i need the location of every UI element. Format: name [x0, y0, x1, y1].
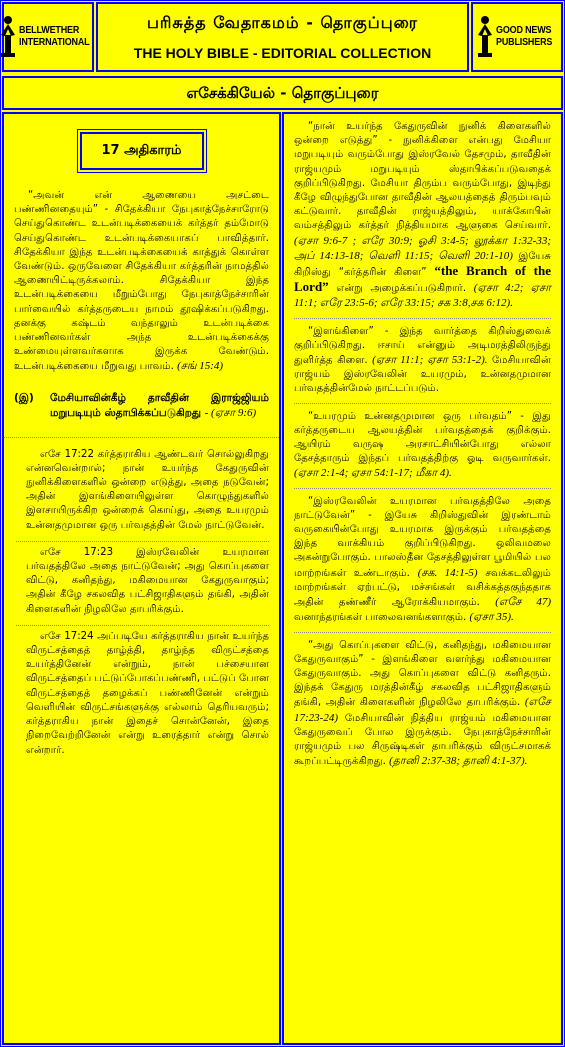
intro-text: “அவன் என் ஆணையை அசட்டை பண்ணினதையும்” - சிதேக்கியா நேபுகாத்நேச்சாரோடு செய்துகொண்ட உடன்படிக்கையைக் கர்த்தர் தம்மோடு செய்துகொண்ட உடன்படிக்கையாகப் பாவித்தார். சிதேக்கியா இந்த உடன்படிக்கையைக் காத்துக் கொள்ள வேண்டும். ஒருவேளை சிதேக்கியா கர்த்தரின் நாமத்தில் ஆணையிட்டிருக்கலாம். சிதேக்கியா இந்த உடன்படிக்கையை மீறும்போது நேபுகாத்நேச்சாரின் பார்வையில் கர்த்தருடைய நாமம் தூஷிக்கப்படுகிறது. தனக்கு கஷ்டம் வந்தாலும் உடன்படிக்கை பண்ணினவர்கள் அந்த உடன்படிக்கைக்கு உண்மையுள்ளவர்களாக இருக்க வேண்டும். உடன்படிக்கையை மீறுவது பாவம்.: [14, 190, 269, 373]
commentary-text: சவக்கடலிலும் மாற்றங்கள் ஏற்பட்டு, மச்சங்கள் வசிக்கத்தகுந்ததாக அதின் தண்ணீர் ஆரோக்கியமாகும்.: [294, 567, 551, 609]
intro-ref: (சங் 15:4): [177, 360, 224, 373]
verse-block: [16, 626, 269, 766]
commentary-paragraph: [294, 639, 551, 770]
scripture-ref: (ஏசா 11:1; ஏசா 53:1-2).: [372, 354, 488, 367]
page-header: [0, 0, 565, 75]
scripture-ref: (தானி 2:37-38; தானி 4:1-37).: [389, 755, 528, 768]
bell-figure-icon: [476, 15, 494, 59]
commentary-block: [294, 114, 551, 319]
scripture-ref: (சக. 14:1-5): [417, 566, 478, 579]
right-column: [282, 112, 563, 1045]
verse-block: [16, 542, 269, 626]
heading-number: (இ): [14, 391, 34, 404]
title-box: [96, 2, 469, 72]
english-title: THE HOLY BIBLE - EDITORIAL COLLECTION: [133, 45, 432, 61]
commentary-block: [294, 633, 551, 776]
tamil-title: பரிசுத்த வேதாகமம் - தொகுப்புரை: [146, 13, 419, 32]
commentary-text: மேசியாவின் ராஜ்யம் இஸ்ரவேலின் உயரமும், உன்னதமுமான பர்வதத்தின்மேல் நாட்டப்படும்.: [294, 355, 551, 395]
commentary-text: “உயரமும் உன்னதமுமான ஒரு பர்வதம்” - இது கர்த்தருடைய ஆலயத்தின் பர்வதத்தைக் குறிக்கும். ஆயிரம் வருஷ அரசாட்சியின்போது எல்லா தேசத்தாரும் இந்தப் பர்வதத்திற்கு ஓடி வருவார்கள்.: [294, 410, 551, 465]
good-news-logo: [471, 2, 563, 72]
intro-paragraph: [14, 189, 269, 375]
commentary-paragraph: [294, 325, 551, 397]
commentary-text: “இளங்கிளை” - இந்த வார்த்தை கிறிஸ்துவைக் குறிப்பிடுகிறது. ஈசாய் என்னும் அடிமரத்திலிருந்து துளிர்த்த கிளை.: [294, 325, 551, 367]
heading-ref: - (ஏசா 9:6): [204, 406, 257, 419]
commentary-text: “நான் உயர்ந்த கேதுருவின் நுனிக் கிளைகளில் ஒன்றை எடுத்து” - நுனிக்கிளை என்பது மேசியா மறுபடியும் வரும்போது இஸ்ரவேல் தேசமும், தாவீதின் ராஜ்யமும் மறுபடியும் ஸ்தாபிக்கப்படுவதைக் குறிப்பிடுகிறது. மேசியா திரும்ப வரும்போது, இடிந்து கீழே விழுந்துபோன தாவீதின் ஆலயத்தைத் திரும்பவும் கட்டுவார். தாவீதின் ராஜ்யத்திலும், யாக்கோபின் வம்சத்திலும் கர்த்தர் நித்தியமாக ஆளுகை செய்வார்.: [294, 121, 551, 232]
scripture-ref: (ஏசா 9:6-7 ; எரே 30:9; ஓசி 3:4-5; லூக்கா 1:32-33; அப் 14:13-18; வெளி 11:15; வெளி 20:1-10): [294, 234, 551, 262]
verse-text: எசே 17:24 அப்படியே கர்த்தராகிய நான் உயர்ந்த விருட்சத்தைத் தாழ்த்தி, தாழ்ந்த விருட்சத்தை உயர்த்தினேன் என்றும், நான் பச்சையான விருட்சத்தைப் பட்டுப்போகப்பண்ணி, பட்டுப் போன விருட்சத்தைத் தழைக்கப் பண்ணினேன் என்றும் வெளியின் விருட்சங்களுக்கு எல்லாம் தெரியவரும்; கர்த்தராகிய நான் இதைச் சொன்னேன், இதை நிறைவேற்றினேன் என்று உரைத்தார் என்று சொல் என்றார்.: [26, 630, 269, 756]
commentary-text: இயேசு கிறிஸ்து “கர்த்தரின் கிளை”: [294, 250, 551, 279]
commentary-text: வனாந்தரங்கள் பாலைவனங்களாகும்.: [294, 612, 467, 624]
logo-right-line2: PUBLISHERS: [495, 37, 552, 48]
logo-right-line1: GOOD NEWS: [495, 25, 552, 36]
commentary-block: [294, 489, 551, 633]
verse-text: எசே 17:23 இஸ்ரவேலின் உயரமான பர்வதத்திலே அதை நாட்டுவேன்; அது கொப்புகளை விட்டு, கனிதந்து, மகிமையான கேதுருவாகும்; அதின் கீழே சகலவித பட்சிஜாதிகளும் தங்கி, அதின் கிளைகளின் நிழலிலே தாபரிக்கும்.: [26, 546, 269, 615]
verse-text: எசே 17:22 கர்த்தராகிய ஆண்டவர் சொல்லுகிறது என்னவென்றால்; நான் உயர்ந்த கேதுருவின் நுனிக்கிளைகளில் ஒன்றை எடுத்து, அதை நடுவேன்; அதின் இளங்கிளையிலுள்ள கொழுந்துகளில் இளசாயிருக்கிற ஒன்றைக் கொய்து, அதை உயரமும் உன்னதமுமான ஒரு பர்வதத்தின் மேல் நாட்டுவேன்.: [26, 448, 269, 531]
section-subtitle: எசேக்கியேல் - தொகுப்புரை: [2, 76, 563, 110]
verse-block: [16, 444, 269, 542]
section-heading: [14, 391, 269, 421]
scripture-ref: (ஏசா 35).: [469, 611, 514, 624]
commentary-text: “அது கொப்புகளை விட்டு, கனிதந்து, மகிமையான கேதுருவாகும்” - இளங்கிளை வளர்ந்து மகிமையான கேதுருவாகும். அது கொப்புகளை விட்டு கனிதரும். இந்தக் கேதுரு மரத்தின்கீழ் சகலவித பட்சிஜாதிகளும் தங்கி, அதின் கிளைகளின் நிழலிலே தாபரிக்கும்.: [294, 639, 551, 709]
heading-text: மேசியாவின்கீழ் தாவீதின் இராஜ்ஜியம் மறுபடியும் ஸ்தாபிக்கப்படுகிறது: [50, 391, 269, 419]
bellwether-logo: [2, 2, 94, 72]
scripture-ref: (எசே 47): [495, 596, 551, 609]
left-column: [2, 112, 281, 1045]
commentary-paragraph: [294, 120, 551, 312]
scripture-ref: (ஏசா 4:2; ஏசா 11:1; எரே 23:5-6; எரே 33:15; சக 3:8,சக 6:12).: [294, 282, 552, 310]
logo-left-line1: BELLWETHER: [18, 25, 80, 36]
commentary-paragraph: [294, 410, 551, 482]
commentary-text: என்று அழைக்கப்படுகிறார்.: [336, 283, 467, 295]
chapter-heading: 17 அதிகாரம்: [80, 132, 204, 170]
commentary-block: [294, 404, 551, 489]
commentary-text: மேசியாவின் நித்திய ராஜ்யம் மகிமையான கேதுருவைப் போல இருக்கும். நேபுகாத்நேச்சாரின் ராஜ்யமும் பல சிருஷ்டிகள் தாபரிக்கும் விருட்சமாகக் கூறப்பட்டிருக்கிறது.: [294, 712, 552, 768]
verse-box: [4, 437, 279, 766]
bell-figure-icon: [0, 15, 17, 59]
logo-left-line2: INTERNATIONAL: [18, 37, 90, 48]
english-phrase: “the Branch of the Lord”: [294, 263, 551, 295]
commentary-paragraph: [294, 495, 551, 626]
commentary-block: [294, 319, 551, 404]
scripture-ref: (ஏசா 2:1-4; ஏசா 54:1-17; மீகா 4).: [294, 467, 452, 480]
scripture-ref: (எசே 17:23-24): [294, 696, 551, 724]
commentary-text: “இஸ்ரவேலின் உயரமான பர்வதத்திலே அதை நாட்டுவேன்” - இயேசு கிறிஸ்துவின் இரண்டாம் வருகையின்போது உயரமாக இருக்கும் பர்வதத்தை இந்த வாக்கியம் குறிப்பிடுகிறது. ஒலிவமலை அகன்றுபோகும். பாலஸ்தீன தேசத்திலுள்ள பூமியில் பல மாற்றங்கள் உண்டாகும்.: [294, 495, 551, 579]
